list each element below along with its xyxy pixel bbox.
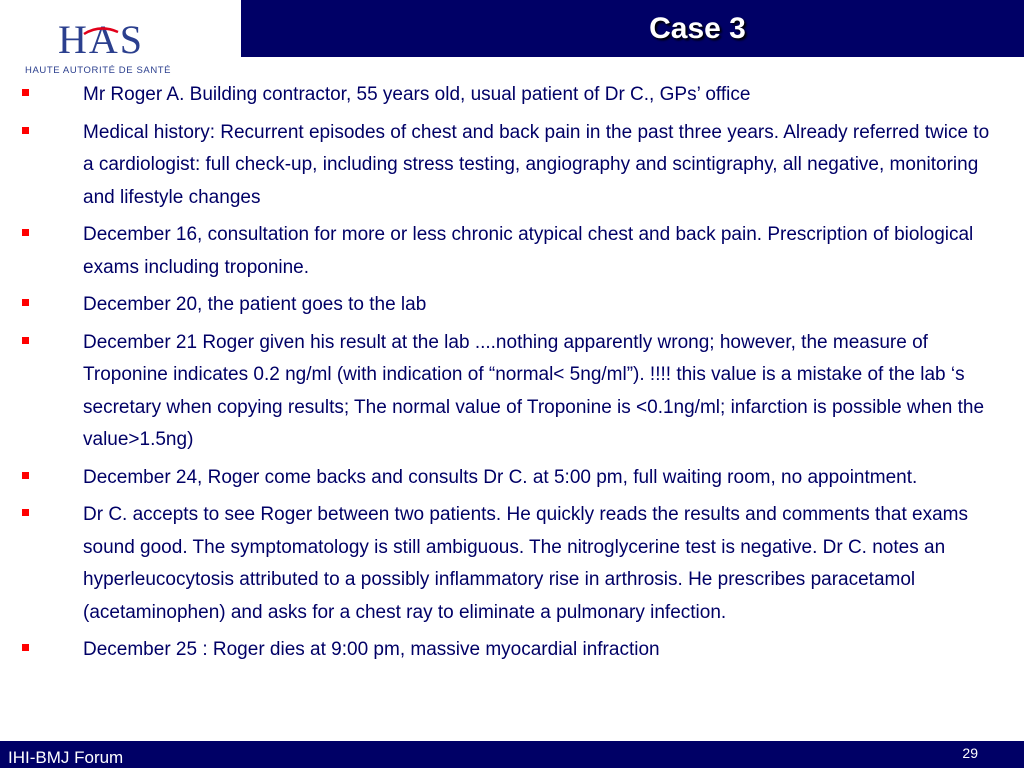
has-logo bbox=[22, 18, 182, 80]
list-item-text: December 20, the patient goes to the lab bbox=[83, 294, 427, 315]
bullet-icon bbox=[22, 509, 29, 516]
slide-title: Case 3 bbox=[649, 11, 746, 45]
list-item bbox=[22, 462, 1002, 495]
list-item bbox=[22, 634, 1002, 667]
bullet-icon bbox=[22, 644, 29, 651]
logo-swoosh-icon bbox=[82, 26, 120, 36]
title-bar bbox=[241, 0, 1024, 57]
list-item-text: Mr Roger A. Building contractor, 55 years old, usual patient of Dr C., GPs’ office bbox=[83, 84, 751, 105]
list-item bbox=[22, 117, 1002, 215]
footer-bar bbox=[0, 741, 1024, 768]
bullet-list bbox=[22, 79, 1002, 667]
bullet-icon bbox=[22, 127, 29, 134]
list-item bbox=[22, 289, 1002, 322]
list-item-text: December 24, Roger come backs and consults Dr C. at 5:00 pm, full waiting room, no appointment. bbox=[83, 466, 918, 488]
list-item-text: Medical history: Recurrent episodes of chest and back pain in the past three years. Already referred twice to a cardiologist: full check-up, including stress testing, angiography and scintigraphy, all negative, monitoring and lifestyle changes bbox=[83, 121, 990, 208]
bullet-icon bbox=[22, 299, 29, 306]
logo-subtitle: HAUTE AUTORITÉ DE SANTÉ bbox=[25, 65, 172, 76]
list-item-text: December 25 : Roger dies at 9:00 pm, massive myocardial infraction bbox=[83, 639, 660, 660]
list-item bbox=[22, 327, 1002, 457]
list-item-text: Dr C. accepts to see Roger between two patients. He quickly reads the results and comments that exams sound good. The symptomatology is still ambiguous. The nitroglycerine test is negative. Dr C. notes an hyperleucocytosis attributed to a possibly inflammatory rise in arthrosis. He prescribes paracetamol (acetaminophen) and asks for a chest ray to eliminate a pulmonary infection. bbox=[83, 504, 968, 623]
logo-mark: HAS bbox=[58, 17, 145, 62]
list-item bbox=[22, 499, 1002, 629]
list-item-text: December 16, consultation for more or less chronic atypical chest and back pain. Prescription of biological exams including troponine. bbox=[83, 224, 974, 278]
list-item-text: December 21 Roger given his result at the lab ....nothing apparently wrong; however, the measure of Troponine indicates 0.2 ng/ml (with indication of “normal< 5ng/ml”). !!!! this value is a mistake of the lab ‘s secretary when copying results; The normal value of Troponine is <0.1ng/ml; infarction is possible when the value>1.5ng) bbox=[83, 331, 985, 450]
bullet-icon bbox=[22, 229, 29, 236]
bullet-icon bbox=[22, 337, 29, 344]
list-item bbox=[22, 219, 1002, 284]
page-number: 29 bbox=[962, 745, 978, 761]
footer-label: IHI-BMJ Forum bbox=[8, 748, 124, 767]
bullet-icon bbox=[22, 472, 29, 479]
list-item bbox=[22, 79, 1002, 112]
bullet-icon bbox=[22, 89, 29, 96]
